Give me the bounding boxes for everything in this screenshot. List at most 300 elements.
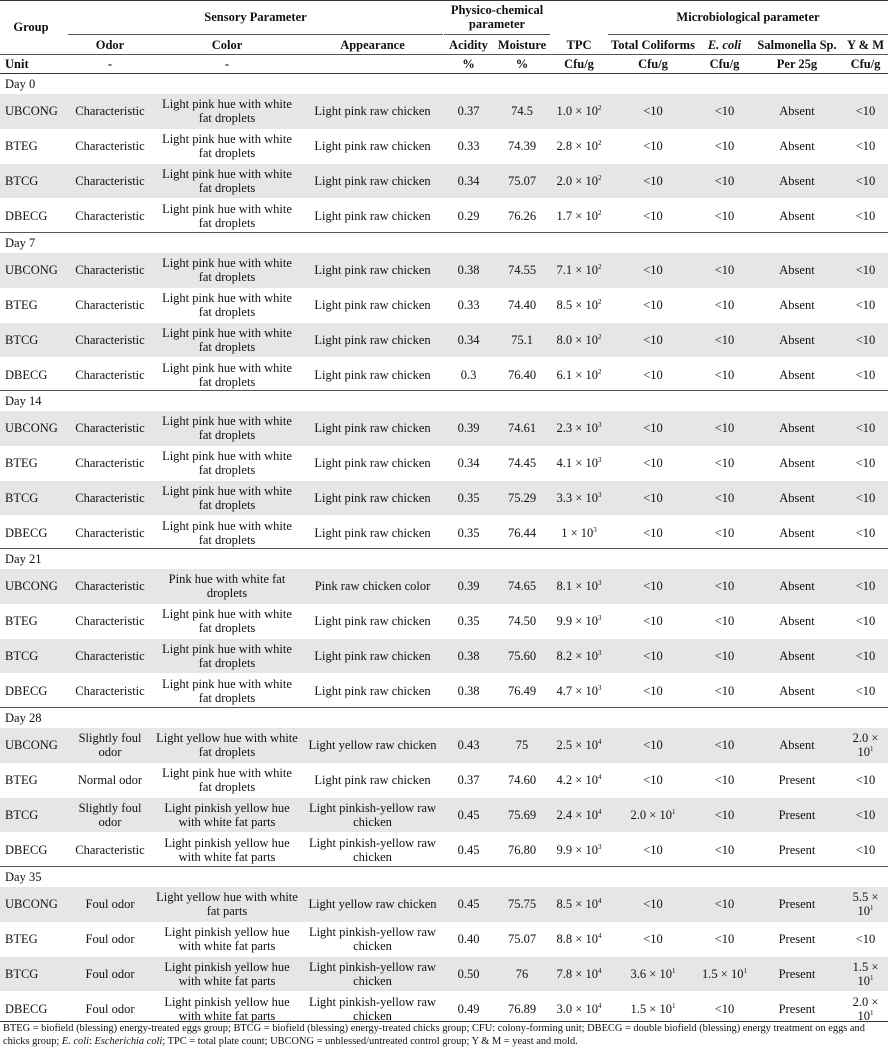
cell-color: Light pink hue with white fat droplets xyxy=(162,766,292,795)
table-row xyxy=(0,198,888,233)
cell-odor: Characteristic xyxy=(75,298,145,313)
cell-group: BTEG xyxy=(5,456,38,471)
cell-acidity: 0.33 xyxy=(457,298,480,313)
cell-group: BTCG xyxy=(5,332,39,347)
cell-ecoli: <10 xyxy=(714,897,735,912)
table-top-rule xyxy=(0,0,888,1)
cell-total-coliforms: <10 xyxy=(643,738,663,753)
column-header-row xyxy=(0,36,888,54)
cell-acidity: 0.34 xyxy=(457,332,480,347)
cell-acidity: 0.39 xyxy=(457,579,480,594)
cell-odor: Foul odor xyxy=(85,1001,135,1016)
unit-odor: - xyxy=(107,57,113,71)
cell-ym: $2.0 \times 10^1$ xyxy=(852,994,879,1023)
table-row xyxy=(0,481,888,516)
cell-ecoli: <10 xyxy=(714,932,735,947)
cell-ecoli: <10 xyxy=(714,614,735,629)
cell-group: UBCONG xyxy=(5,738,58,753)
cell-total-coliforms: <10 xyxy=(643,614,663,629)
cell-color: Light pink hue with white fat droplets xyxy=(162,256,292,285)
cell-moisture: 75.07 xyxy=(507,173,537,188)
cell-total-coliforms: <10 xyxy=(643,525,663,540)
cell-tpc: $9.9 \times 10^3$ xyxy=(556,842,602,857)
col-odor: Odor xyxy=(95,38,125,52)
cell-total-coliforms: <10 xyxy=(643,104,663,119)
cell-group: BTEG xyxy=(5,773,38,788)
cell-odor: Foul odor xyxy=(85,897,135,912)
cell-color: Pink hue with white fat droplets xyxy=(168,572,286,601)
cell-total-coliforms: $1.5 \times 10^1$ xyxy=(630,1001,676,1016)
cell-color: Light pinkish yellow hue with white fat parts xyxy=(164,925,290,954)
table-row xyxy=(0,94,888,129)
cell-acidity: 0.34 xyxy=(457,456,480,471)
cell-total-coliforms: <10 xyxy=(643,773,663,788)
col-color: Color xyxy=(211,38,243,52)
cell-ym: <10 xyxy=(855,173,876,188)
cell-salmonella: Present xyxy=(778,897,816,912)
cell-appearance: Light yellow raw chicken xyxy=(308,738,437,753)
cell-moisture: 75.07 xyxy=(507,932,537,947)
col-moisture: Moisture xyxy=(497,38,547,52)
cell-color: Light pink hue with white fat droplets xyxy=(162,483,292,512)
cell-ecoli: <10 xyxy=(714,490,735,505)
cell-odor: Characteristic xyxy=(75,525,145,540)
cell-color: Light pink hue with white fat droplets xyxy=(162,641,292,670)
cell-ecoli: <10 xyxy=(714,173,735,188)
cell-odor: Foul odor xyxy=(85,966,135,981)
cell-color: Light pink hue with white fat droplets xyxy=(162,291,292,320)
cell-ecoli: <10 xyxy=(714,683,735,698)
cell-acidity: 0.45 xyxy=(457,807,480,822)
cell-acidity: 0.45 xyxy=(457,842,480,857)
cell-group: UBCONG xyxy=(5,421,58,436)
cell-group: DBECG xyxy=(5,1001,48,1016)
cell-salmonella: Absent xyxy=(779,367,815,382)
unit-tpc: Cfu/g xyxy=(564,57,594,71)
cell-odor: Characteristic xyxy=(75,367,145,382)
cell-acidity: 0.3 xyxy=(460,367,477,382)
cell-moisture: 76.44 xyxy=(507,525,537,540)
cell-total-coliforms: <10 xyxy=(643,490,663,505)
cell-appearance: Light pink raw chicken xyxy=(314,490,431,505)
cell-acidity: 0.49 xyxy=(457,1001,480,1016)
micro-underline xyxy=(608,34,888,35)
cell-total-coliforms: <10 xyxy=(643,897,663,912)
cell-acidity: 0.35 xyxy=(457,614,480,629)
cell-odor: Characteristic xyxy=(75,263,145,278)
cell-ecoli: <10 xyxy=(714,738,735,753)
cell-appearance: Light pink raw chicken xyxy=(314,104,431,119)
cell-group: BTCG xyxy=(5,966,39,981)
cell-group: UBCONG xyxy=(5,104,58,119)
day-label: Day 35 xyxy=(0,867,888,887)
cell-total-coliforms: <10 xyxy=(643,683,663,698)
cell-tpc: $6.1 \times 10^2$ xyxy=(556,367,602,382)
cell-ym: <10 xyxy=(855,807,876,822)
table-row xyxy=(0,887,888,922)
unit-ecoli: Cfu/g xyxy=(709,57,740,71)
cell-ym: <10 xyxy=(855,263,876,278)
cell-moisture: 74.45 xyxy=(507,456,537,471)
cell-salmonella: Present xyxy=(778,966,816,981)
table-footnote: BTEG = biofield (blessing) energy-treated eggs group; BTCG = biofield (blessing) energy-treated chicks group; CFU: colony-forming unit; DBECG = double biofield (blessing) energy treatment on eggs and chicks group; E. coli: Escherichia coli; TPC = total plate count; UBCONG = unblessed/untreated control group; Y & M = yeast and mold. xyxy=(3,1023,865,1047)
cell-color: Light pink hue with white fat droplets xyxy=(162,449,292,478)
cell-acidity: 0.50 xyxy=(457,966,480,981)
cell-ecoli: <10 xyxy=(714,842,735,857)
cell-appearance: Light pinkish-yellow raw chicken xyxy=(308,835,437,864)
cell-appearance: Light pink raw chicken xyxy=(314,525,431,540)
cell-appearance: Light pink raw chicken xyxy=(314,773,431,788)
table-row xyxy=(0,728,888,763)
cell-acidity: 0.40 xyxy=(457,932,480,947)
cell-acidity: 0.33 xyxy=(457,139,480,154)
cell-salmonella: Absent xyxy=(779,263,815,278)
header-group: Group xyxy=(13,20,49,34)
cell-tpc: $4.2 \times 10^4$ xyxy=(556,773,602,788)
units-row xyxy=(0,55,888,73)
cell-odor: Slightly foul odor xyxy=(78,731,142,760)
cell-color: Light pink hue with white fat droplets xyxy=(162,97,292,126)
cell-odor: Characteristic xyxy=(75,842,145,857)
table-row xyxy=(0,446,888,481)
cell-salmonella: Absent xyxy=(779,104,815,119)
cell-total-coliforms: <10 xyxy=(643,263,663,278)
cell-ym: <10 xyxy=(855,421,876,436)
cell-moisture: 76.80 xyxy=(507,842,537,857)
cell-ym: <10 xyxy=(855,208,876,223)
cell-tpc: $4.1 \times 10^3$ xyxy=(556,456,602,471)
cell-tpc: $2.0 \times 10^2$ xyxy=(556,173,602,188)
cell-moisture: 75.75 xyxy=(507,897,537,912)
cell-color: Light pink hue with white fat droplets xyxy=(162,676,292,705)
col-total-coliforms: Total Coliforms xyxy=(611,38,695,52)
cell-moisture: 74.60 xyxy=(507,773,537,788)
cell-ecoli: <10 xyxy=(714,104,735,119)
cell-ecoli: <10 xyxy=(714,579,735,594)
cell-salmonella: Absent xyxy=(779,421,815,436)
cell-group: BTEG xyxy=(5,614,38,629)
cell-appearance: Light pink raw chicken xyxy=(314,367,431,382)
cell-tpc: $2.8 \times 10^2$ xyxy=(556,139,602,154)
col-salmonella: Salmonella Sp. xyxy=(757,38,837,52)
cell-salmonella: Absent xyxy=(779,456,815,471)
cell-ecoli: <10 xyxy=(714,807,735,822)
cell-salmonella: Absent xyxy=(779,614,815,629)
cell-tpc: $3.3 \times 10^3$ xyxy=(556,490,602,505)
cell-moisture: 74.40 xyxy=(507,298,537,313)
cell-odor: Characteristic xyxy=(75,456,145,471)
cell-tpc: $2.5 \times 10^4$ xyxy=(556,738,602,753)
cell-ecoli: <10 xyxy=(714,773,735,788)
cell-ym: $2.0 \times 10^1$ xyxy=(852,731,879,760)
cell-ym: $1.5 \times 10^1$ xyxy=(852,959,879,988)
cell-moisture: 74.65 xyxy=(507,579,537,594)
cell-total-coliforms: <10 xyxy=(643,298,663,313)
day-label: Day 0 xyxy=(0,74,888,94)
unit-acidity: % xyxy=(462,57,475,71)
unit-color: - xyxy=(224,57,230,71)
table-row xyxy=(0,164,888,199)
unit-ym: Cfu/g xyxy=(850,57,881,71)
table-row xyxy=(0,673,888,708)
cell-tpc: $3.0 \times 10^4$ xyxy=(556,1001,602,1016)
cell-color: Light pink hue with white fat droplets xyxy=(162,325,292,354)
cell-tpc: $4.7 \times 10^3$ xyxy=(556,683,602,698)
cell-ym: <10 xyxy=(855,298,876,313)
cell-ym: <10 xyxy=(855,932,876,947)
cell-color: Light pink hue with white fat droplets xyxy=(162,360,292,389)
cell-ym: <10 xyxy=(855,456,876,471)
col-acidity: Acidity xyxy=(449,38,488,52)
cell-total-coliforms: <10 xyxy=(643,208,663,223)
cell-ym: $5.5 \times 10^1$ xyxy=(852,890,879,919)
cell-salmonella: Present xyxy=(778,807,816,822)
header-physico: Physico-chemical parameter xyxy=(450,3,544,31)
cell-moisture: 75.69 xyxy=(507,807,537,822)
unit-salmonella: Per 25g xyxy=(776,57,818,71)
table-row xyxy=(0,922,888,957)
cell-salmonella: Absent xyxy=(779,332,815,347)
cell-acidity: 0.39 xyxy=(457,421,480,436)
cell-tpc: $1.0 \times 10^2$ xyxy=(556,104,602,119)
cell-color: Light pinkish yellow hue with white fat parts xyxy=(164,835,290,864)
col-appearance: Appearance xyxy=(340,38,405,52)
sensory-underline xyxy=(68,34,443,35)
cell-acidity: 0.38 xyxy=(457,683,480,698)
cell-tpc: $8.5 \times 10^2$ xyxy=(556,298,602,313)
cell-ym: <10 xyxy=(855,367,876,382)
table-row xyxy=(0,604,888,639)
cell-color: Light pinkish yellow hue with white fat parts xyxy=(164,994,290,1023)
header-sensory: Sensory Parameter xyxy=(204,10,307,24)
cell-ym: <10 xyxy=(855,332,876,347)
cell-ecoli: <10 xyxy=(714,525,735,540)
cell-total-coliforms: <10 xyxy=(643,332,663,347)
cell-group: DBECG xyxy=(5,683,48,698)
cell-acidity: 0.29 xyxy=(457,208,480,223)
cell-appearance: Light pinkish-yellow raw chicken xyxy=(308,959,437,988)
cell-ym: <10 xyxy=(855,525,876,540)
cell-group: UBCONG xyxy=(5,263,58,278)
cell-ym: <10 xyxy=(855,773,876,788)
cell-acidity: 0.43 xyxy=(457,738,480,753)
cell-acidity: 0.45 xyxy=(457,897,480,912)
cell-ecoli: <10 xyxy=(714,648,735,663)
cell-total-coliforms: $3.6 \times 10^1$ xyxy=(630,966,676,981)
cell-odor: Characteristic xyxy=(75,421,145,436)
cell-color: Light pink hue with white fat droplets xyxy=(162,132,292,161)
cell-ecoli: <10 xyxy=(714,1001,735,1016)
cell-acidity: 0.34 xyxy=(457,173,480,188)
table-row xyxy=(0,798,888,833)
cell-group: DBECG xyxy=(5,842,48,857)
cell-salmonella: Absent xyxy=(779,683,815,698)
cell-odor: Normal odor xyxy=(77,773,143,788)
table-row xyxy=(0,288,888,323)
table-row xyxy=(0,569,888,604)
cell-moisture: 74.39 xyxy=(507,139,537,154)
cell-tpc: $8.2 \times 10^3$ xyxy=(556,648,602,663)
cell-ym: <10 xyxy=(855,579,876,594)
table-row xyxy=(0,639,888,674)
cell-odor: Characteristic xyxy=(75,614,145,629)
cell-color: Light pink hue with white fat droplets xyxy=(162,414,292,443)
cell-odor: Characteristic xyxy=(75,173,145,188)
cell-salmonella: Present xyxy=(778,842,816,857)
table-row xyxy=(0,357,888,392)
cell-appearance: Light pink raw chicken xyxy=(314,139,431,154)
cell-ecoli: <10 xyxy=(714,298,735,313)
cell-group: UBCONG xyxy=(5,897,58,912)
cell-appearance: Pink raw chicken color xyxy=(314,579,431,594)
col-ecoli: E. coli xyxy=(707,38,742,52)
cell-appearance: Light pinkish-yellow raw chicken xyxy=(308,800,437,829)
cell-tpc: $8.8 \times 10^4$ xyxy=(556,932,602,947)
cell-appearance: Light pink raw chicken xyxy=(314,173,431,188)
cell-moisture: 75 xyxy=(515,738,529,753)
cell-salmonella: Absent xyxy=(779,579,815,594)
cell-appearance: Light pink raw chicken xyxy=(314,421,431,436)
table-row xyxy=(0,323,888,358)
cell-odor: Characteristic xyxy=(75,332,145,347)
cell-group: BTCG xyxy=(5,807,39,822)
cell-appearance: Light pinkish-yellow raw chicken xyxy=(308,994,437,1023)
cell-salmonella: Absent xyxy=(779,738,815,753)
cell-odor: Characteristic xyxy=(75,104,145,119)
cell-ecoli: <10 xyxy=(714,456,735,471)
cell-ecoli: $1.5 \times 10^1$ xyxy=(702,966,747,981)
cell-appearance: Light pink raw chicken xyxy=(314,683,431,698)
cell-total-coliforms: <10 xyxy=(643,579,663,594)
cell-tpc: $7.1 \times 10^2$ xyxy=(556,263,602,278)
cell-tpc: $7.8 \times 10^4$ xyxy=(556,966,602,981)
header-micro: Microbiological parameter xyxy=(676,10,820,24)
cell-tpc: $8.1 \times 10^3$ xyxy=(556,579,602,594)
col-ym: Y & M xyxy=(846,38,885,52)
cell-acidity: 0.38 xyxy=(457,648,480,663)
cell-group: BTEG xyxy=(5,932,38,947)
cell-color: Light pinkish yellow hue with white fat parts xyxy=(164,959,290,988)
cell-color: Light pink hue with white fat droplets xyxy=(162,518,292,547)
cell-ym: <10 xyxy=(855,842,876,857)
cell-group: BTCG xyxy=(5,490,39,505)
cell-group: BTEG xyxy=(5,139,38,154)
unit-coliforms: Cfu/g xyxy=(638,57,668,71)
cell-odor: Characteristic xyxy=(75,683,145,698)
cell-group: DBECG xyxy=(5,525,48,540)
cell-group: UBCONG xyxy=(5,579,58,594)
cell-moisture: 76.89 xyxy=(507,1001,537,1016)
unit-moisture: % xyxy=(515,57,529,71)
cell-appearance: Light yellow raw chicken xyxy=(308,897,437,912)
cell-salmonella: Present xyxy=(778,773,816,788)
cell-ym: <10 xyxy=(855,614,876,629)
cell-color: Light pink hue with white fat droplets xyxy=(162,166,292,195)
cell-tpc: $8.0 \times 10^2$ xyxy=(556,332,602,347)
cell-acidity: 0.37 xyxy=(457,773,480,788)
cell-ym: <10 xyxy=(855,104,876,119)
cell-moisture: 75.1 xyxy=(511,332,533,347)
cell-moisture: 74.5 xyxy=(511,104,533,119)
cell-odor: Slightly foul odor xyxy=(78,800,142,829)
cell-tpc: $9.9 \times 10^3$ xyxy=(556,614,602,629)
table-row xyxy=(0,957,888,992)
cell-tpc: $1 \times 10^3$ xyxy=(561,525,597,540)
cell-acidity: 0.37 xyxy=(457,104,480,119)
cell-salmonella: Absent xyxy=(779,648,815,663)
cell-color: Light pink hue with white fat droplets xyxy=(162,201,292,230)
day-label: Day 28 xyxy=(0,708,888,728)
cell-total-coliforms: <10 xyxy=(643,421,663,436)
table-row xyxy=(0,763,888,798)
table-row xyxy=(0,411,888,446)
cell-total-coliforms: <10 xyxy=(643,173,663,188)
day-label: Day 7 xyxy=(0,233,888,253)
cell-total-coliforms: <10 xyxy=(643,648,663,663)
cell-odor: Characteristic xyxy=(75,139,145,154)
cell-ecoli: <10 xyxy=(714,367,735,382)
cell-appearance: Light pinkish-yellow raw chicken xyxy=(308,925,437,954)
cell-salmonella: Absent xyxy=(779,298,815,313)
cell-ym: <10 xyxy=(855,648,876,663)
cell-acidity: 0.38 xyxy=(457,263,480,278)
cell-appearance: Light pink raw chicken xyxy=(314,614,431,629)
unit-label: Unit xyxy=(5,57,29,71)
cell-total-coliforms: <10 xyxy=(643,456,663,471)
cell-moisture: 74.50 xyxy=(507,614,537,629)
cell-total-coliforms: <10 xyxy=(643,367,663,382)
cell-moisture: 76.49 xyxy=(507,683,537,698)
cell-acidity: 0.35 xyxy=(457,525,480,540)
cell-group: BTCG xyxy=(5,173,39,188)
cell-odor: Characteristic xyxy=(75,208,145,223)
table-row xyxy=(0,129,888,164)
cell-ym: <10 xyxy=(855,683,876,698)
cell-appearance: Light pink raw chicken xyxy=(314,648,431,663)
cell-salmonella: Absent xyxy=(779,490,815,505)
cell-moisture: 76 xyxy=(515,966,529,981)
cell-appearance: Light pink raw chicken xyxy=(314,298,431,313)
cell-appearance: Light pink raw chicken xyxy=(314,208,431,223)
physico-underline xyxy=(444,34,550,35)
cell-appearance: Light pink raw chicken xyxy=(314,263,431,278)
cell-moisture: 76.40 xyxy=(507,367,537,382)
cell-ecoli: <10 xyxy=(714,208,735,223)
cell-salmonella: Present xyxy=(778,1001,816,1016)
cell-moisture: 74.55 xyxy=(507,263,537,278)
cell-color: Light yellow hue with white fat droplets xyxy=(156,731,298,760)
cell-moisture: 75.60 xyxy=(507,648,537,663)
cell-appearance: Light pink raw chicken xyxy=(314,332,431,347)
cell-group: BTEG xyxy=(5,298,38,313)
cell-ecoli: <10 xyxy=(714,332,735,347)
cell-tpc: $2.4 \times 10^4$ xyxy=(556,807,602,822)
cell-salmonella: Absent xyxy=(779,208,815,223)
cell-total-coliforms: <10 xyxy=(643,139,663,154)
cell-group: DBECG xyxy=(5,208,48,223)
cell-odor: Characteristic xyxy=(75,490,145,505)
table-row xyxy=(0,253,888,288)
cell-salmonella: Absent xyxy=(779,173,815,188)
cell-salmonella: Absent xyxy=(779,139,815,154)
cell-odor: Characteristic xyxy=(75,579,145,594)
col-tpc: TPC xyxy=(566,38,592,52)
cell-salmonella: Present xyxy=(778,932,816,947)
cell-tpc: $8.5 \times 10^4$ xyxy=(556,897,602,912)
cell-total-coliforms: $2.0 \times 10^1$ xyxy=(630,807,676,822)
cell-group: BTCG xyxy=(5,648,39,663)
cell-tpc: $1.7 \times 10^2$ xyxy=(556,208,602,223)
